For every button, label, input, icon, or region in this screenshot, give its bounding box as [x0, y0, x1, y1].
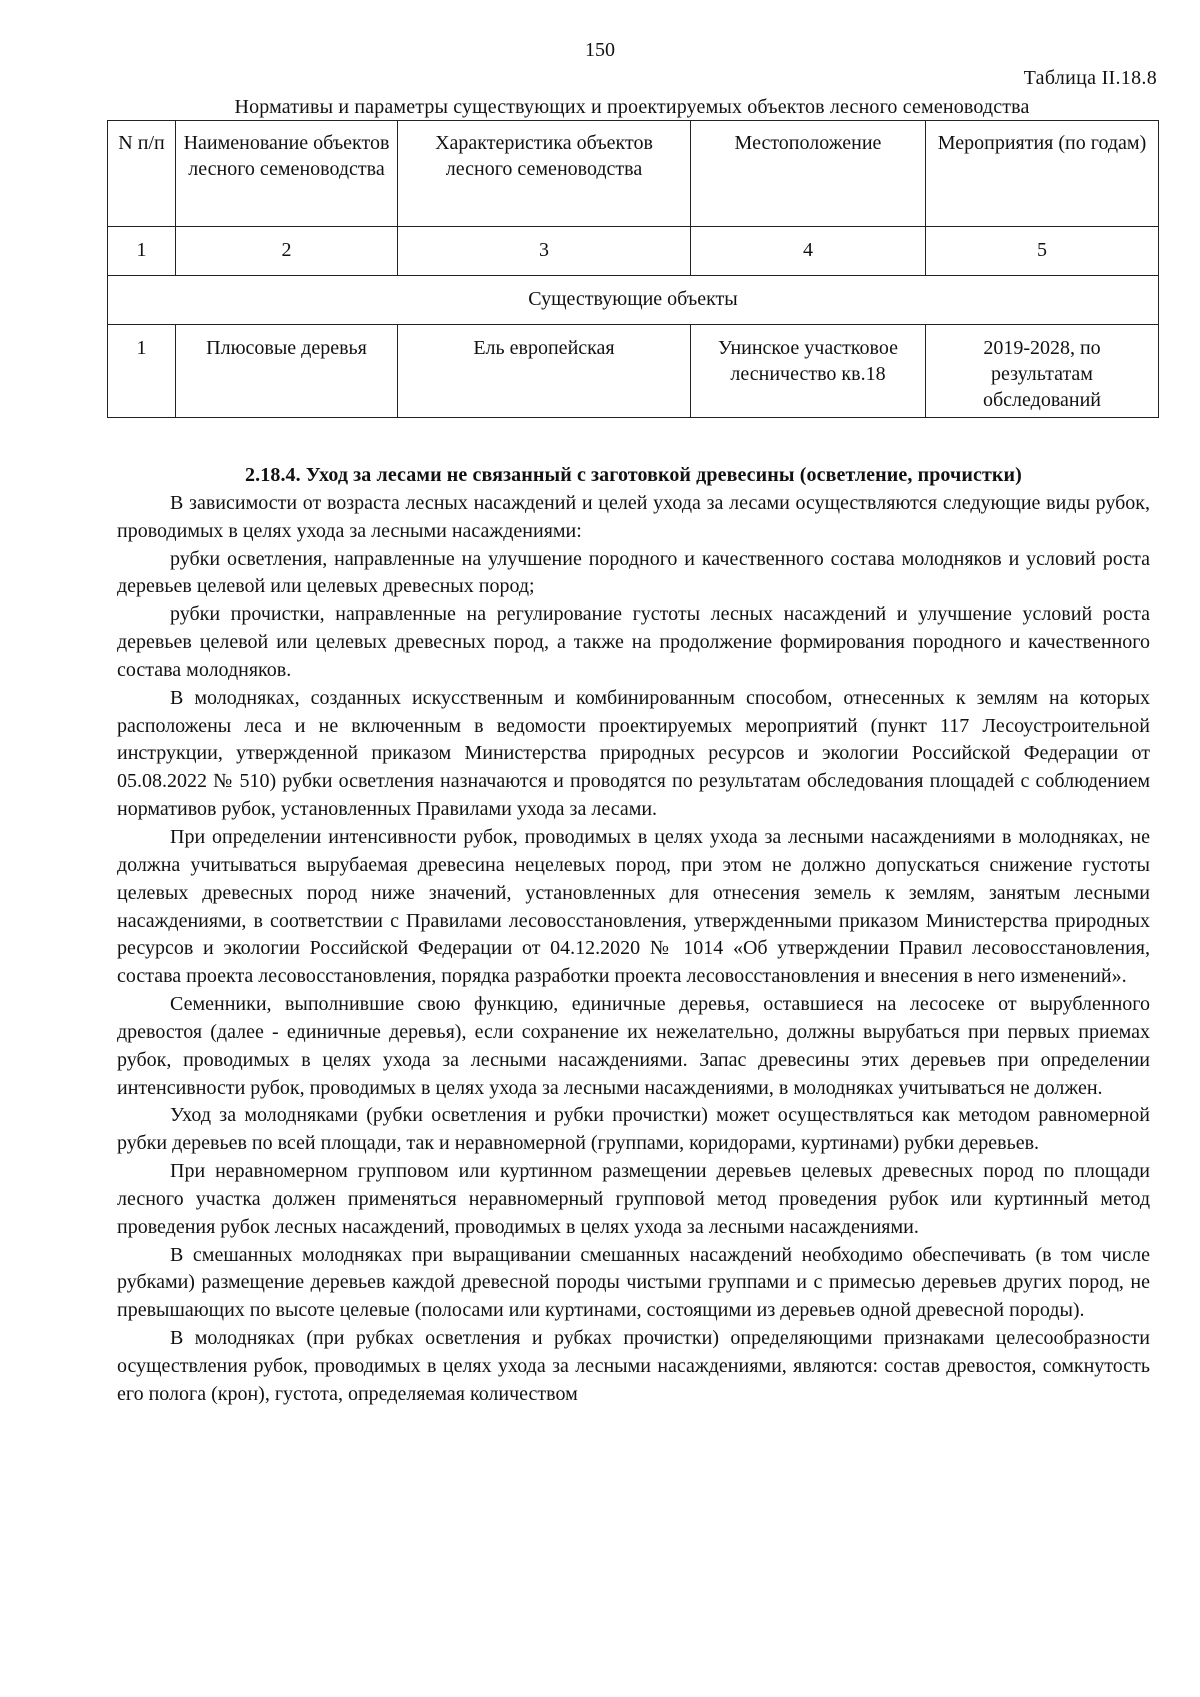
column-number-cell: 3	[398, 227, 691, 276]
table-cell-location: Унинское участковое лесничество кв.18	[691, 325, 926, 418]
paragraph: При неравномерном групповом или куртинном размещении деревьев целевых древесных пород по площади лесного участка должен применяться неравномерный групповой метод проведения рубок или куртинный метод проведения рубок лесных насаждений, проводимых в целях ухода за лесными насаждениями.	[117, 1160, 1150, 1238]
table-cell-measures: 2019-2028, по результатам обследований	[926, 325, 1159, 418]
section-title-cell: Существующие объекты	[108, 276, 1159, 325]
paragraph: Семенники, выполнившие свою функцию, единичные деревья, оставшиеся на лесосеке от вырубленного древостоя (далее - единичные деревья), если сохранение их нежелательно, должны вырубаться при первых приемах рубок, проводимых в целях ухода за лесными насаждениями. Запас древесины этих деревьев при определении интенсивности рубок, проводимых в целях ухода за лесными насаждениями, в молодняках учитываться не должен.	[117, 993, 1150, 1099]
paragraph: В смешанных молодняках при выращивании смешанных насаждений необходимо обеспечивать (в том числе рубками) размещение деревьев каждой древесной породы чистыми группами и с примесью деревьев других пород, не превышающих по высоте целевые (полосами или куртинами, состоящими из деревьев одной древесной породы).	[117, 1243, 1150, 1322]
table-row	[108, 325, 1159, 418]
paragraph: В молодняках, созданных искусственным и комбинированным способом, отнесенных к землям на которых расположены леса и не включенным в ведомости проектируемых мероприятий (пункт 117 Лесоустроительной инструкции, утвержденной приказом Министерства природных ресурсов и экологии Российской Федерации от 05.08.2022 № 510) рубки осветления назначаются и проводятся по результатам обследования площадей с соблюдением нормативов рубок, установленных Правилами ухода за лесами.	[117, 686, 1150, 821]
header-cell-location: Местоположение	[691, 121, 926, 227]
page-number: 150	[585, 39, 615, 61]
table-header-row	[108, 121, 1159, 227]
paragraph: рубки осветления, направленные на улучшение породного и качественного состава молодняков и условий роста деревьев целевой или целевых древесных пород;	[117, 547, 1150, 598]
table-caption: Нормативы и параметры существующих и проектируемых объектов лесного семеноводства	[234, 96, 1030, 118]
header-cell-measures: Мероприятия (по годам)	[926, 121, 1159, 227]
paragraph: рубки прочистки, направленные на регулирование густоты лесных насаждений и улучшение условий роста деревьев целевой или целевых древесных пород, а также на продолжение формирования породного и качественного состава молодняков.	[117, 603, 1150, 681]
paragraph: При определении интенсивности рубок, проводимых в целях ухода за лесными насаждениями в молодняках, не должна учитываться вырубаемая древесина нецелевых пород, при этом не должно допускаться снижение густоты целевых древесных пород ниже значений, установленных для отнесения земель к землям, занятым лесными насаждениями, в соответствии с Правилами лесовосстановления, утвержденными приказом Министерства природных ресурсов и экологии Российской Федерации от 04.12.2020 № 1014 «Об утверждении Правил лесовосстановления, состава проекта лесовосстановления, порядка разработки проекта лесовосстановления и внесения в него изменений».	[117, 825, 1150, 988]
table-cell-characteristic: Ель европейская	[398, 325, 691, 418]
table-cell-number: 1	[108, 325, 176, 418]
column-number-cell: 5	[926, 227, 1159, 276]
header-cell-name: Наименование объектов лесного семеноводства	[176, 121, 398, 227]
column-number-row	[108, 227, 1159, 276]
paragraph: В молодняках (при рубках осветления и рубках прочистки) определяющими признаками целесообразности осуществления рубок, проводимых в целях ухода за лесными насаждениями, являются: состав древостоя, сомкнутость его полога (крон), густота, определяемая количеством	[117, 1327, 1150, 1405]
header-cell-number: N п/п	[108, 121, 176, 227]
column-number-cell: 1	[108, 227, 176, 276]
table-cell-name: Плюсовые деревья	[176, 325, 398, 418]
header-cell-characteristic: Характеристика объектов лесного семеноводства	[398, 121, 691, 227]
paragraph: В зависимости от возраста лесных насаждений и целей ухода за лесами осуществляются следующие виды рубок, проводимых в целях ухода за лесными насаждениями:	[117, 491, 1150, 542]
table-label: Таблица II.18.8	[1023, 67, 1157, 89]
body-text	[117, 462, 1150, 1409]
section-heading: 2.18.4. Уход за лесами не связанный с заготовкой древесины (осветление, прочистки)	[245, 464, 1022, 486]
paragraph: Уход за молодняками (рубки осветления и рубки прочистки) может осуществляться как методом равномерной рубки деревьев по всей площади, так и неравномерной (группами, коридорами, куртинами) рубки деревьев.	[117, 1104, 1150, 1155]
column-number-cell: 2	[176, 227, 398, 276]
section-row	[108, 276, 1159, 325]
column-number-cell: 4	[691, 227, 926, 276]
seed-objects-table	[107, 120, 1159, 418]
